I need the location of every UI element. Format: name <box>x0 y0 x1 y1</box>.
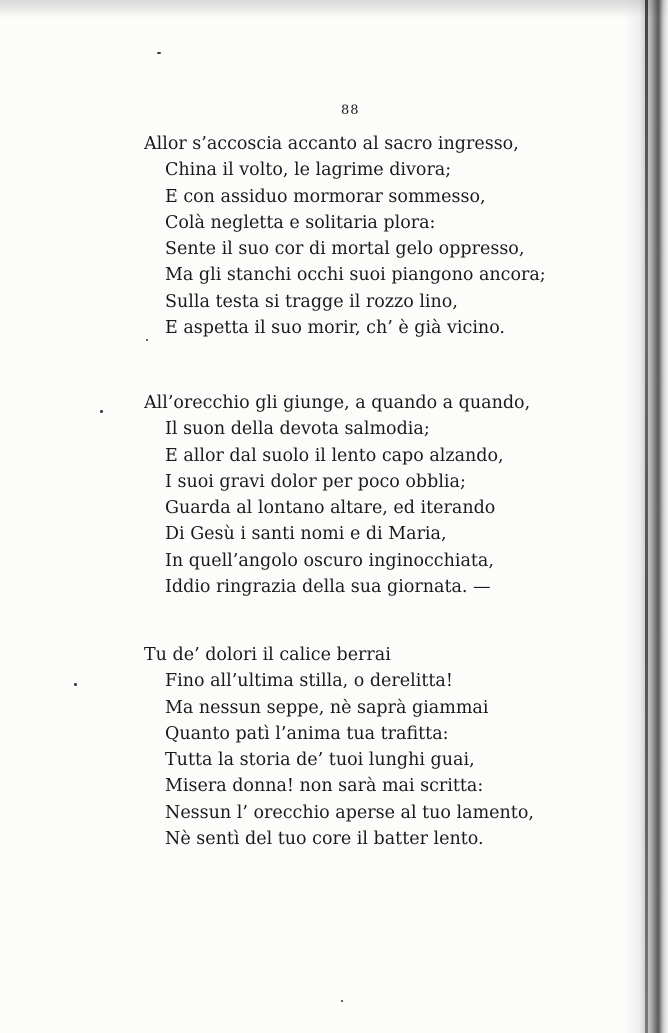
verse-line: Fino all’ultima stilla, o derelitta! <box>165 671 453 692</box>
verse-line: E aspetta il suo morir, ch’ è già vicino. <box>165 318 505 339</box>
verse-line: Allor s’accoscia accanto al sacro ingresso, <box>144 134 519 154</box>
scan-speck <box>100 410 103 413</box>
verse-line: Di Gesù i santi nomi e di Maria, <box>165 524 447 545</box>
verse-line: Sente il suo cor di mortal gelo oppresso, <box>165 239 525 260</box>
scan-speck <box>341 1000 343 1002</box>
verse-line: Quanto patì l’anima tua trafitta: <box>165 723 449 744</box>
scan-top-shadow <box>0 0 668 18</box>
page-binding-line <box>645 0 648 1033</box>
verse-line: Nessun l’ orecchio aperse al tuo lamento, <box>165 802 534 823</box>
verse-line: In quell’angolo oscuro inginocchiata, <box>165 550 494 571</box>
scan-speck <box>146 339 148 341</box>
verse-line: Tutta la storia de’ tuoi lunghi guai, <box>165 750 475 771</box>
verse-line: Misera donna! non sarà mai scritta: <box>165 776 484 797</box>
stanza-1 <box>144 131 584 341</box>
verse-line: Colà negletta e solitaria plora: <box>165 212 436 233</box>
verse-line: Ma gli stanchi occhi suoi piangono ancora; <box>165 265 546 286</box>
verse-line: Ma nessun seppe, nè saprà giammai <box>165 697 489 718</box>
verse-line: All’orecchio gli giunge, a quando a quando, <box>144 393 531 413</box>
verse-line: Nè sentì del tuo core il batter lento. <box>165 829 484 850</box>
verse-line: Tu de’ dolori il calice berrai <box>144 645 391 665</box>
stanza-2 <box>144 390 584 600</box>
scan-speck <box>157 52 161 54</box>
verse-line: Il suon della devota salmodia; <box>165 419 430 440</box>
verse-line: Sulla testa si tragge il rozzo lino, <box>165 291 458 312</box>
page-number: 88 <box>341 103 360 118</box>
stanza-3 <box>144 642 584 852</box>
verse-line: I suoi gravi dolor per poco obblia; <box>165 471 466 492</box>
verse-line: Guarda al lontano altare, ed iterando <box>165 498 496 519</box>
scan-speck <box>74 683 77 686</box>
verse-line: E allor dal suolo il lento capo alzando, <box>165 445 504 466</box>
verse-line: Iddio ringrazia della sua giornata. — <box>165 577 491 598</box>
verse-line: China il volto, le lagrime divora; <box>165 160 452 181</box>
verse-line: E con assiduo mormorar sommesso, <box>165 186 486 207</box>
